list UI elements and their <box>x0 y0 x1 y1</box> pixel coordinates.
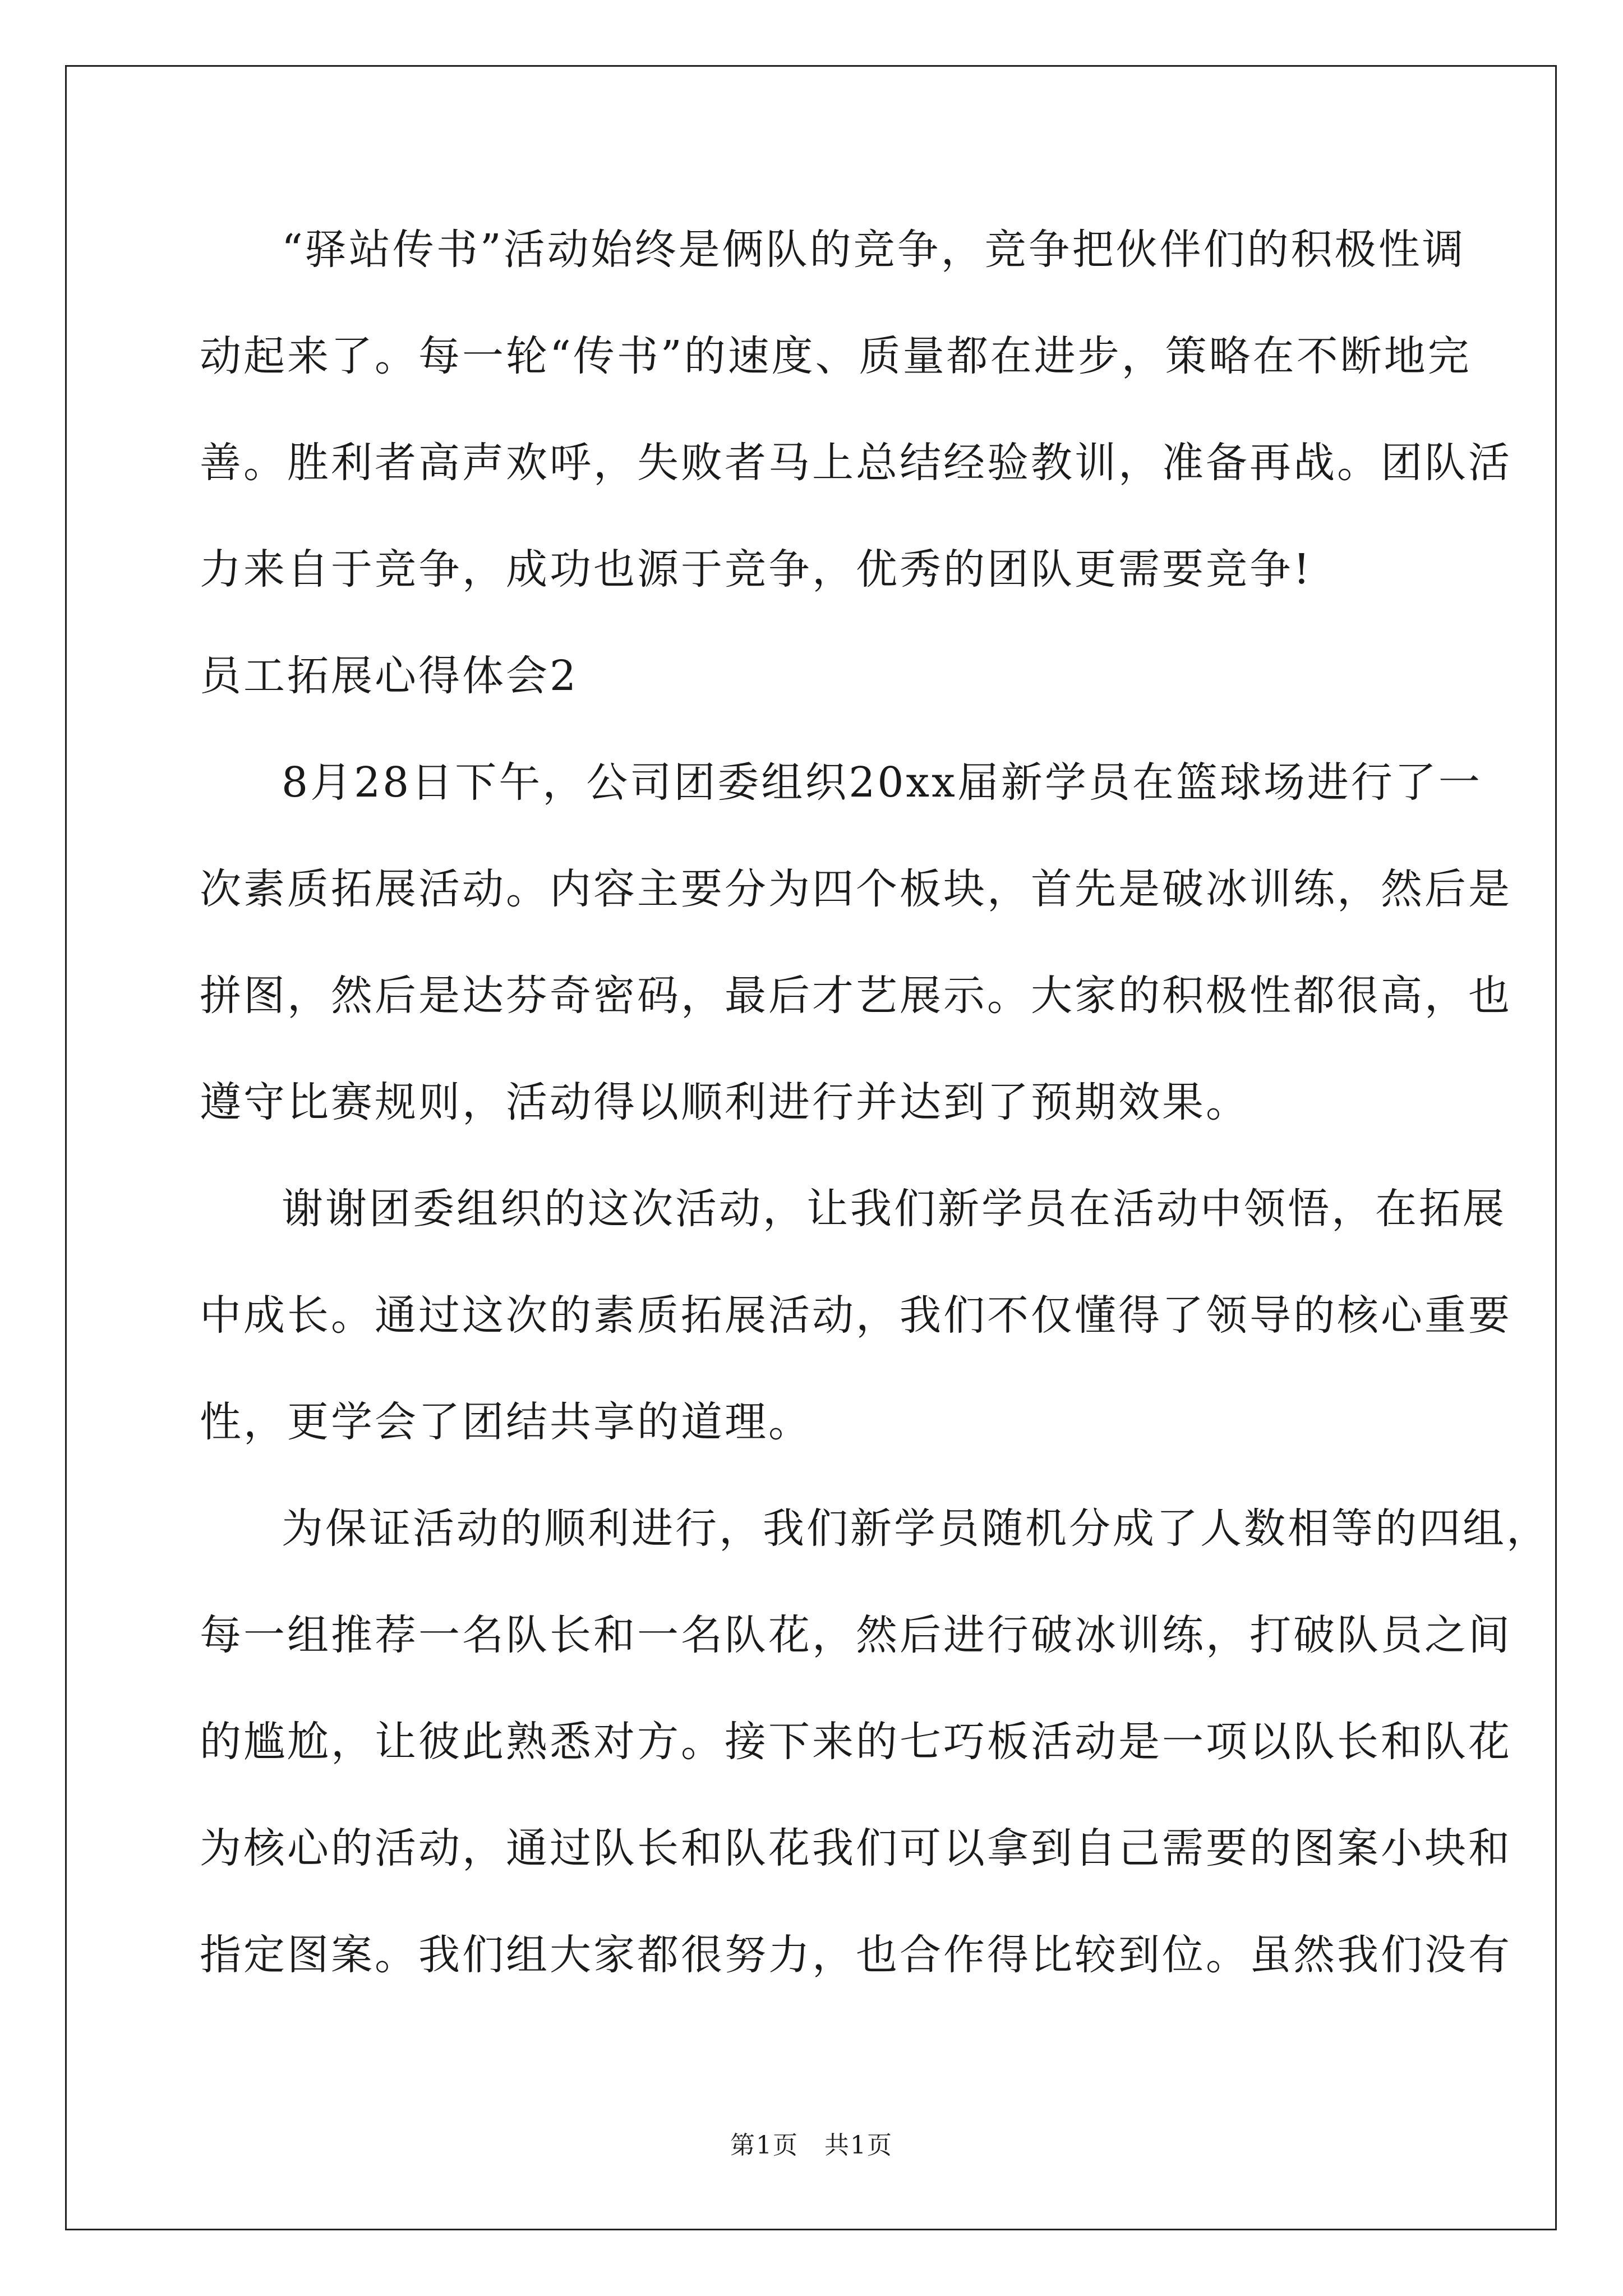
paragraph-line: 动起来了。每一轮“传书”的速度、质量都在进步，策略在不断地完 <box>200 332 1472 380</box>
paragraph-line: 拼图，然后是达芬奇密码，最后才艺展示。大家的积极性都很高，也 <box>200 972 1512 1020</box>
paragraph-line: 为保证活动的顺利进行，我们新学员随机分成了人数相等的四组， <box>282 1504 1550 1553</box>
paragraph-line: 遵守比赛规则，活动得以顺利进行并达到了预期效果。 <box>200 1078 1249 1126</box>
paragraph-line: 谢谢团委组织的这次活动，让我们新学员在活动中领悟，在拓展 <box>282 1185 1506 1233</box>
paragraph-line: 中成长。通过这次的素质拓展活动，我们不仅懂得了领导的核心重要 <box>200 1291 1512 1340</box>
paragraph-line: 的尴尬，让彼此熟悉对方。接下来的七巧板活动是一项以队长和队花 <box>200 1718 1512 1766</box>
paragraph-line: 为核心的活动，通过队长和队花我们可以拿到自己需要的图案小块和 <box>200 1824 1512 1872</box>
page-footer: 第1页 共1页 <box>730 2131 893 2160</box>
paragraph-line: 力来自于竞争，成功也源于竞争，优秀的团队更需要竞争! <box>200 545 1312 593</box>
section-heading: 员工拓展心得体会2 <box>200 652 579 700</box>
paragraph-line: 每一组推荐一名队长和一名队花，然后进行破冰训练，打破队员之间 <box>200 1611 1512 1659</box>
paragraph-line: 8月28日下午，公司团委组织20xx届新学员在篮球场进行了一 <box>282 758 1482 807</box>
paragraph-line: 指定图案。我们组大家都很努力，也合作得比较到位。虽然我们没有 <box>200 1931 1512 1979</box>
document-body <box>200 213 1550 2025</box>
paragraph-line: 善。胜利者高声欢呼，失败者马上总结经验教训，准备再战。团队活 <box>200 439 1512 487</box>
paragraph-line: “驿站传书”活动始终是俩队的竞争，竞争把伙伴们的积极性调 <box>282 226 1466 274</box>
paragraph-line: 次素质拓展活动。内容主要分为四个板块，首先是破冰训练，然后是 <box>200 865 1512 913</box>
paragraph-line: 性，更学会了团结共享的道理。 <box>200 1398 812 1446</box>
